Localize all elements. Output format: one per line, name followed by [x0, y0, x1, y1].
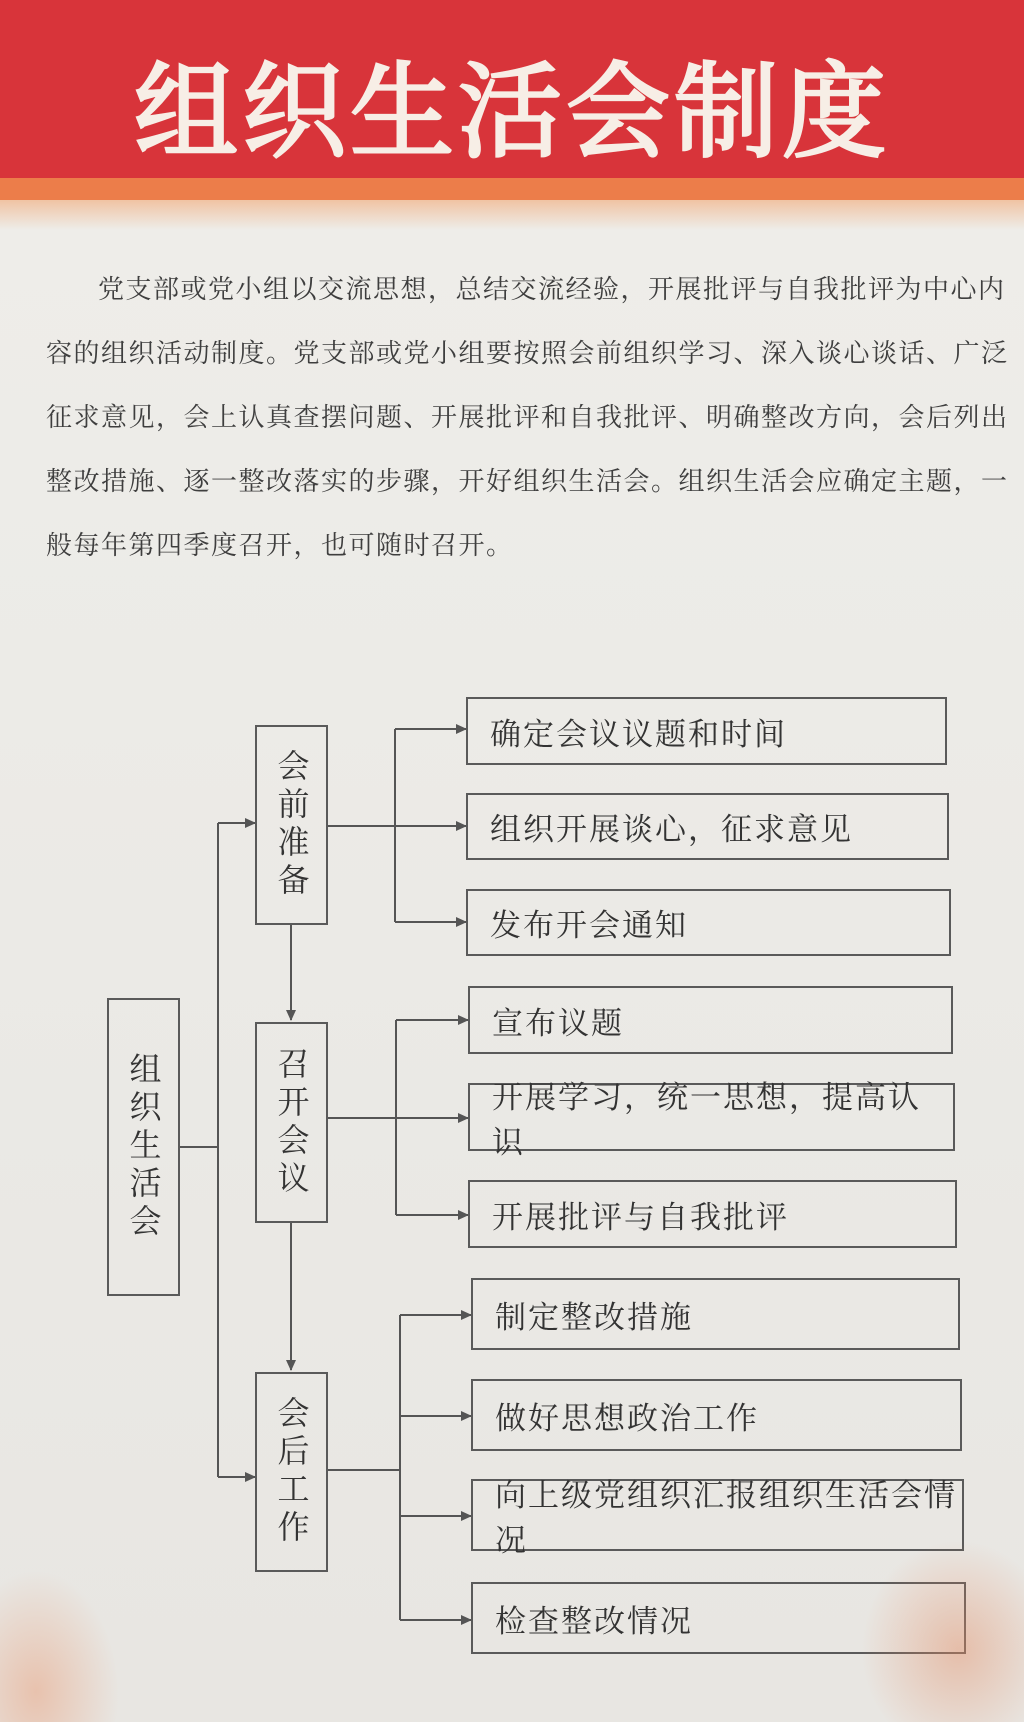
step-box — [468, 1180, 957, 1248]
step-label: 发布开会通知 — [490, 908, 688, 944]
step-box — [468, 986, 953, 1054]
step-box — [466, 889, 951, 956]
root-node — [107, 998, 180, 1296]
step-label: 组织开展谈心，征求意见 — [490, 812, 853, 848]
step-box — [466, 793, 949, 860]
decorative-lion-illustration — [860, 1540, 1024, 1722]
root-label: 组织生活会 — [124, 1052, 163, 1242]
stage-label: 会前准备 — [272, 749, 311, 901]
step-label: 向上级党组织汇报组织生活会情况 — [495, 1478, 957, 1559]
step-label: 检查整改情况 — [495, 1603, 693, 1640]
step-label: 宣布议题 — [492, 1005, 624, 1042]
step-box — [466, 697, 947, 765]
stage-pre-meeting — [255, 725, 328, 925]
stage-post-meeting — [255, 1372, 328, 1572]
stage-meeting — [255, 1022, 328, 1223]
stage-label: 会后工作 — [272, 1396, 311, 1548]
step-label: 确定会议议题和时间 — [490, 716, 787, 753]
step-label: 做好思想政治工作 — [495, 1400, 759, 1437]
decorative-pagoda-illustration — [0, 1570, 120, 1722]
stage-label: 召开会议 — [272, 1046, 311, 1199]
step-box — [468, 1080, 955, 1161]
step-label: 开展批评与自我批评 — [492, 1199, 789, 1236]
step-box — [471, 1278, 960, 1350]
step-label: 制定整改措施 — [495, 1299, 693, 1336]
step-label: 开展学习，统一思想，提高认识 — [492, 1080, 921, 1161]
intro-paragraph: 党支部或党小组以交流思想，总结交流经验，开展批评与自我批评为中心内容的组织活动制度。党支部或党小组要按照会前组织学习、深入谈心谈话、广泛征求意见，会上认真查摆问题、开展批评和自我批评、明确整改方向，会后列出整改措施、逐一整改落实的步骤，开好组织生活会。组织生活会应确定主题，一般每年第四季度召开，也可随时召开。 — [46, 275, 1009, 561]
step-box — [471, 1379, 962, 1451]
page-title: 组织生活会制度 — [133, 51, 890, 173]
